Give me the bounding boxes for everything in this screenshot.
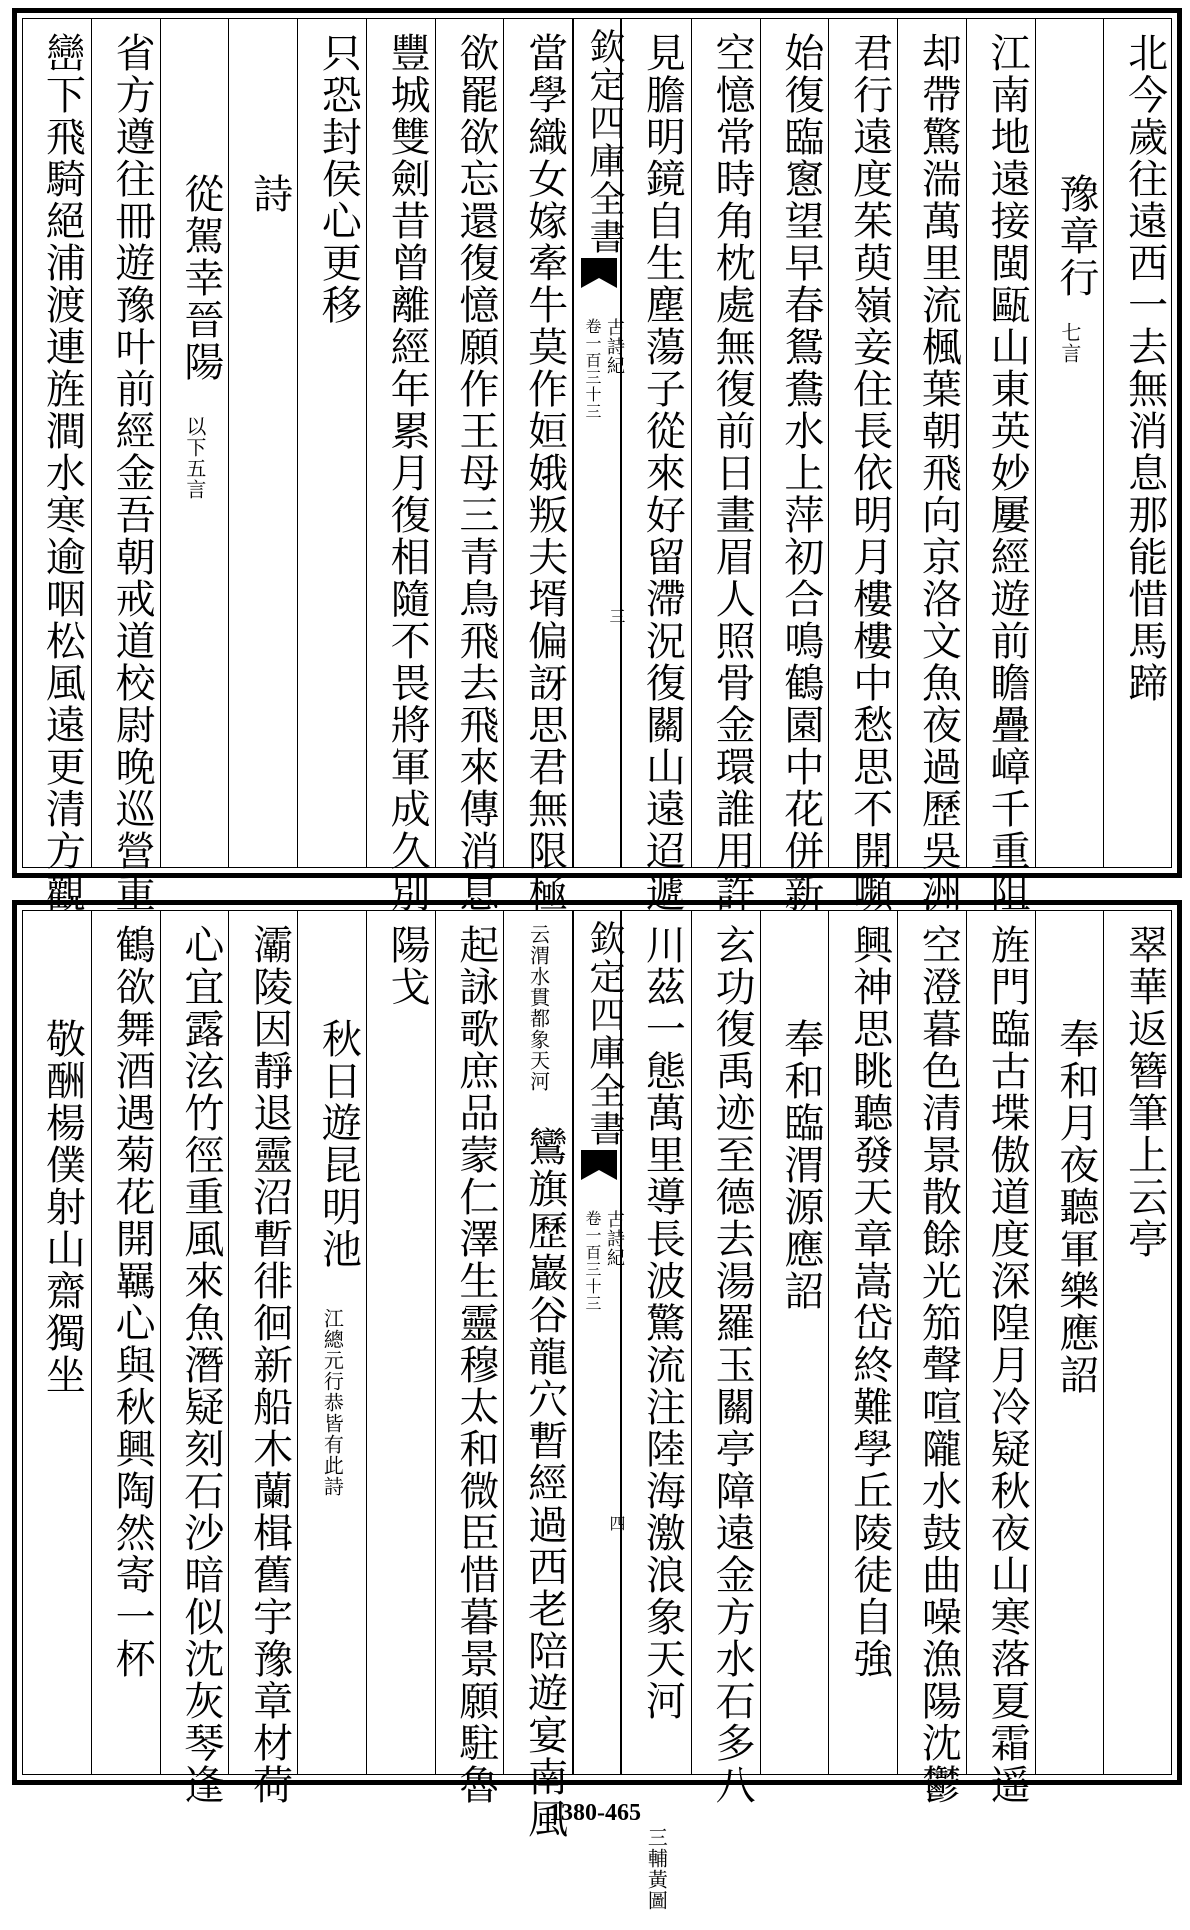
- column-note: 云渭水貫都象天河: [526, 924, 551, 1092]
- page-footer-number: 1380-465: [549, 1800, 641, 1826]
- text-column: [760, 910, 829, 1775]
- text-column: [435, 910, 504, 1806]
- text-column: [366, 910, 435, 1775]
- center-fold-strip: [572, 18, 626, 868]
- collection-title: 欽定四庫全書: [584, 920, 625, 1148]
- column-text: 豐城雙劍昔曾離經年累月復相隨不畏將軍成久別: [384, 32, 431, 914]
- fish-tail-ornament-icon: [581, 1150, 617, 1188]
- text-column: [1103, 18, 1172, 868]
- text-column: [1035, 910, 1104, 1775]
- column-note: 七言: [1057, 322, 1082, 364]
- column-text: 旌門臨古堞傲道度深隍月冷疑秋夜山寒落夏霜遥: [984, 924, 1031, 1806]
- column-text: 心宜露泫竹徑重風來魚潛疑刻石沙暗似沈灰琴逢: [177, 924, 224, 1806]
- column-text: 奉和月夜聽軍樂應詔: [1052, 1018, 1099, 1396]
- text-column: [160, 18, 229, 868]
- column-text: 巒下飛騎絕浦渡連旌澗水寒逾咽松風遠更清方觀: [39, 32, 86, 914]
- column-text: 當學織女嫁牽牛莫作姮娥叛夫壻偏訝思君無限極: [521, 32, 568, 914]
- text-column: [897, 18, 966, 914]
- column-text: 君行遠度茱萸嶺妾住長依明月樓樓中愁思不開嚬: [846, 32, 893, 914]
- page-number: 三: [607, 608, 626, 625]
- column-text: 玄功復禹迹至德去湯羅玉關亭障遠金方水石多八: [709, 924, 756, 1806]
- text-column: [828, 18, 897, 914]
- text-column: [966, 18, 1035, 914]
- column-text: 起詠歌庶品蒙仁澤生靈穆太和微臣惜暮景願駐魯: [452, 924, 499, 1806]
- text-column: [297, 18, 366, 868]
- column-text: 鶴欲舞酒遇菊花開羈心與秋興陶然寄一杯: [109, 924, 156, 1680]
- column-text: 鸞旗歷巖谷龍穴暫經過西老陪遊宴南風: [521, 1126, 568, 1841]
- page-number: 四: [607, 1515, 626, 1532]
- column-text: 北今歲往遠西一去無消息那能惜馬蹄: [1121, 32, 1168, 704]
- column-text: 敬酬楊僕射山齋獨坐: [39, 1018, 86, 1396]
- text-column: [691, 910, 760, 1806]
- text-column: [1035, 18, 1104, 868]
- column-note: 江總元行恭皆有此詩: [320, 1308, 345, 1497]
- text-column: [435, 18, 504, 914]
- column-text: 始復臨窻望早春鴛鴦水上萍初合鳴鶴園中花併新: [777, 32, 824, 914]
- text-column: [760, 18, 829, 914]
- text-column: [160, 910, 229, 1806]
- column-text: 只恐封侯心更移: [315, 32, 362, 326]
- text-column: [228, 18, 297, 868]
- column-text: 豫章行: [1052, 173, 1099, 299]
- top-page: [0, 0, 1190, 914]
- fish-tail-ornament-icon: [581, 258, 617, 296]
- column-text: 空憶常時角枕處無復前日畫眉人照骨金環誰用許: [709, 32, 756, 914]
- column-text: 興神思眺聽發天章嵩岱終難學丘陵徒自強: [846, 924, 893, 1680]
- text-column: [1103, 910, 1172, 1775]
- volume-label: 卷一百三十三: [583, 1210, 602, 1312]
- text-column: [503, 18, 572, 914]
- column-text: 空澄暮色清景散餘光笳聲喧隴水鼓曲噪漁陽沈鬱: [915, 924, 962, 1806]
- text-column: [622, 18, 691, 914]
- column-note: 三輔黃圖: [644, 1827, 669, 1911]
- column-text: 見膽明鏡自生塵蕩子從來好留滯況復關山遠迢遞: [639, 32, 686, 914]
- text-column: [897, 910, 966, 1806]
- text-column: [91, 910, 160, 1775]
- collection-title: 欽定四庫全書: [584, 28, 625, 256]
- volume-label: 卷一百三十三: [583, 318, 602, 420]
- column-text: 灞陵因靜退靈沼暫徘徊新船木蘭楫舊宇豫章材荷: [246, 924, 293, 1806]
- column-note: 以下五言: [182, 416, 207, 500]
- column-text: 翠華返簪筆上云亭: [1121, 924, 1168, 1260]
- column-text: 江南地遠接閩甌山東英妙屢經遊前瞻疊嶂千重阻: [984, 32, 1031, 914]
- text-column: [22, 18, 91, 914]
- column-text: 川茲一態萬里導長波驚流注陸海激浪象天河: [639, 924, 686, 1722]
- column-text: 從駕幸晉陽: [177, 173, 224, 383]
- text-column: [228, 910, 297, 1806]
- center-fold-strip: [572, 910, 626, 1775]
- text-column: [503, 910, 572, 1841]
- column-text: 却帶驚湍萬里流楓葉朝飛向京洛文魚夜過歷吳洲: [915, 32, 962, 914]
- text-column: [22, 910, 91, 1775]
- text-column: [691, 18, 760, 914]
- text-column: [91, 18, 160, 914]
- column-text: 省方遵往冊遊豫叶前經金吾朝戒道校尉晚巡營重: [109, 32, 156, 914]
- book-label: 古詩紀: [604, 318, 625, 375]
- text-column: [366, 18, 435, 914]
- column-text: 詩: [246, 173, 293, 215]
- text-column: [966, 910, 1035, 1806]
- text-column: [297, 910, 366, 1775]
- text-column: [622, 910, 691, 1911]
- column-text: 陽戈: [384, 924, 431, 1008]
- column-text: 欲罷欲忘還復憶願作王母三青鳥飛去飛來傳消息: [452, 32, 499, 914]
- book-label: 古詩紀: [604, 1210, 625, 1267]
- text-column: [828, 910, 897, 1775]
- top-page-columns: [22, 18, 1172, 914]
- column-text: 秋日遊昆明池: [315, 1018, 362, 1270]
- column-text: 奉和臨渭源應詔: [777, 1018, 824, 1312]
